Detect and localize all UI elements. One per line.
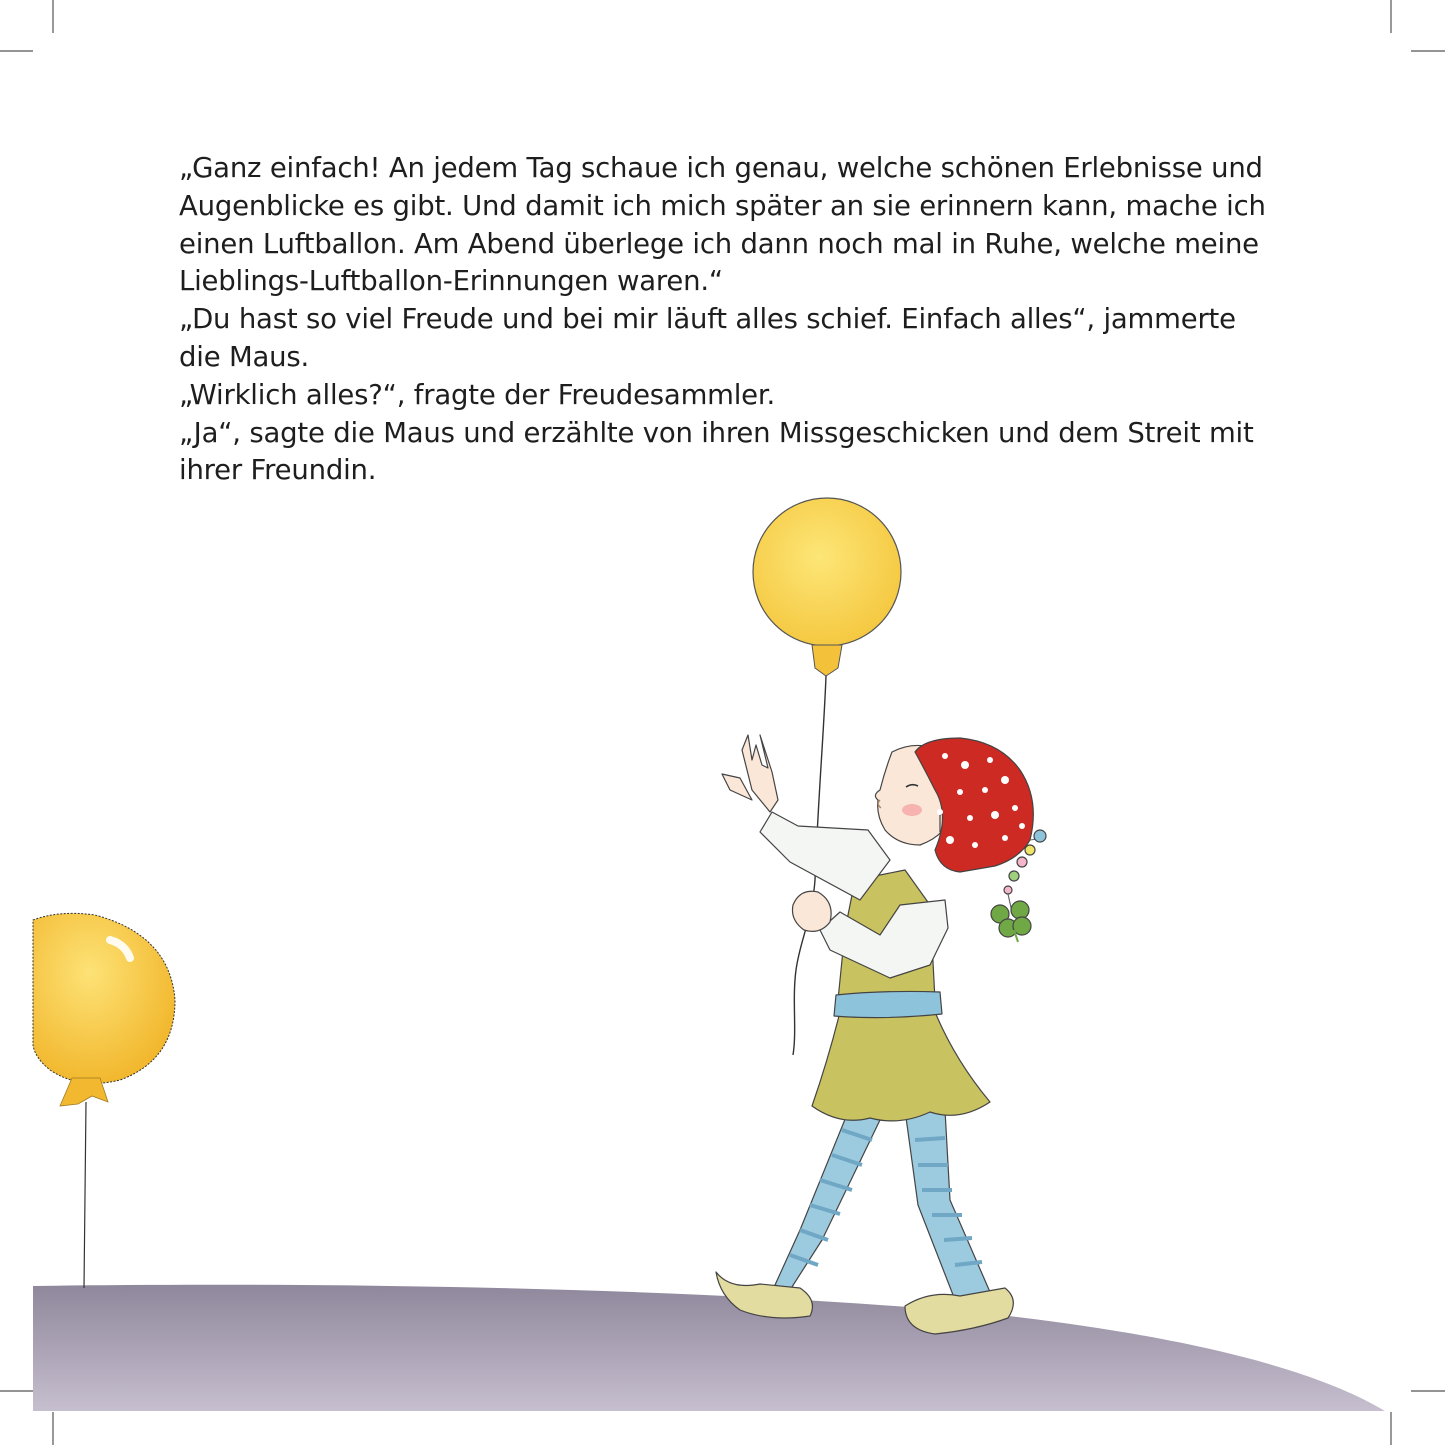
clover-charm (991, 901, 1031, 942)
balloon-left-string (84, 1102, 86, 1288)
ground-hill (33, 1285, 1385, 1411)
paragraph-answer: „Ja“, sagte die Maus und erzählte von ihren Missgeschicken und dem Streit mit ihrer Freundin. (179, 416, 1254, 487)
balloon-left (33, 913, 175, 1288)
paragraph-question: „Wirklich alles?“, fragte der Freudesammler. (179, 378, 776, 411)
balloon-collector-character (716, 735, 1046, 1334)
paragraph-complaint: „Du hast so viel Freude und bei mir läuft alles schief. Einfach alles“, jammerte die Maus. (179, 303, 1236, 373)
paragraph-explanation: „Ganz einfach! An jedem Tag schaue ich genau, welche schönen Erlebnisse und Augenblicke es gibt. Und damit ich mich später an sie erinnern kann, mache ich einen Luftballon. Am Abend überlege ich dann noch mal in Ruhe, welche meine Lieblings-Luftballon-Erinnungen waren.“ (179, 152, 1266, 298)
